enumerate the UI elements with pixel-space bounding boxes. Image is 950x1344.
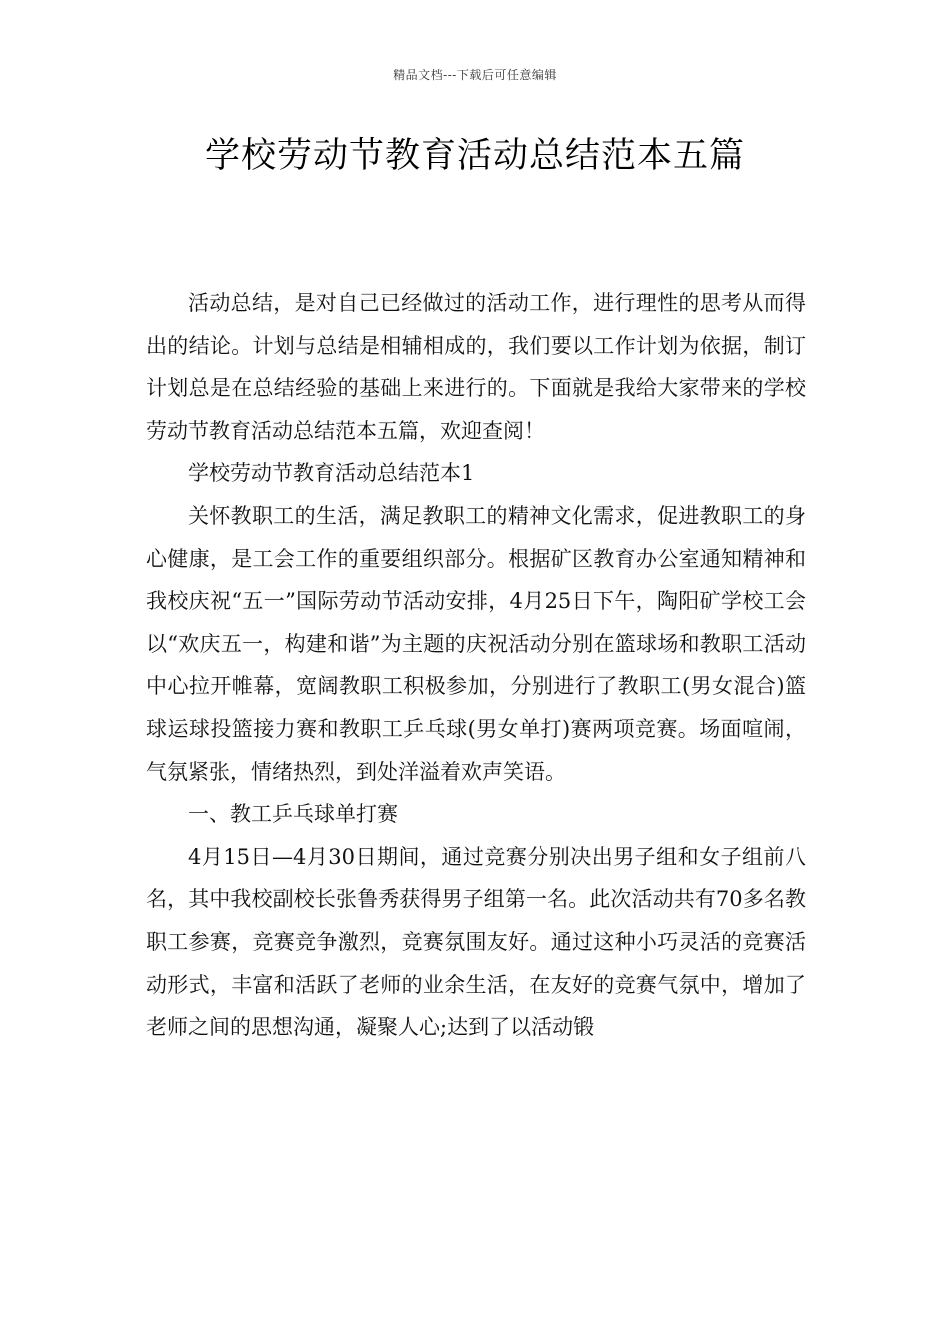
subsection-heading-1: 一、教工乒乓球单打赛 <box>188 802 398 827</box>
document-title: 学校劳动节教育活动总结范本五篇 <box>204 136 745 176</box>
page-header-note: 精品文档---下载后可任意编辑 <box>393 68 557 82</box>
document-body <box>146 282 806 1049</box>
intro-paragraph: 活动总结，是对自己已经做过的活动工作，进行理性的思考从而得出的结论。计划与总结是相辅相成的，我们要以工作计划为依据，制订计划总是在总结经验的基础上来进行的。下面就是我给大家带来的学校劳动节教育活动总结范本五篇，欢迎查阅！ <box>146 291 806 443</box>
body-paragraph-1: 关怀教职工的生活，满足教职工的精神文化需求，促进教职工的身心健康，是工会工作的重要组织部分。根据矿区教育办公室通知精神和我校庆祝“五一”国际劳动节活动安排，4月25日下午，陶阳矿学校工会以“欢庆五一，构建和谐”为主题的庆祝活动分别在篮球场和教职工活动中心拉开帷幕，宽阔教职工积极参加，分别进行了教职工(男女混合)篮球运球投篮接力赛和教职工乒乓球(男女单打)赛两项竞赛。场面喧闹，气氛紧张，情绪热烈，到处洋溢着欢声笑语。 <box>146 503 806 784</box>
section-heading-1: 学校劳动节教育活动总结范本1 <box>188 461 475 486</box>
body-paragraph-2: 4月15日—4月30日期间，通过竞赛分别决出男子组和女子组前八名，其中我校副校长张鲁秀获得男子组第一名。此次活动共有70多名教职工参赛，竞赛竞争激烈，竞赛氛围友好。通过这种小巧灵活的竞赛活动形式，丰富和活跃了老师的业余生活，在友好的竞赛气氛中，增加了老师之间的思想沟通，凝聚人心;达到了以活动锻 <box>146 844 806 1040</box>
